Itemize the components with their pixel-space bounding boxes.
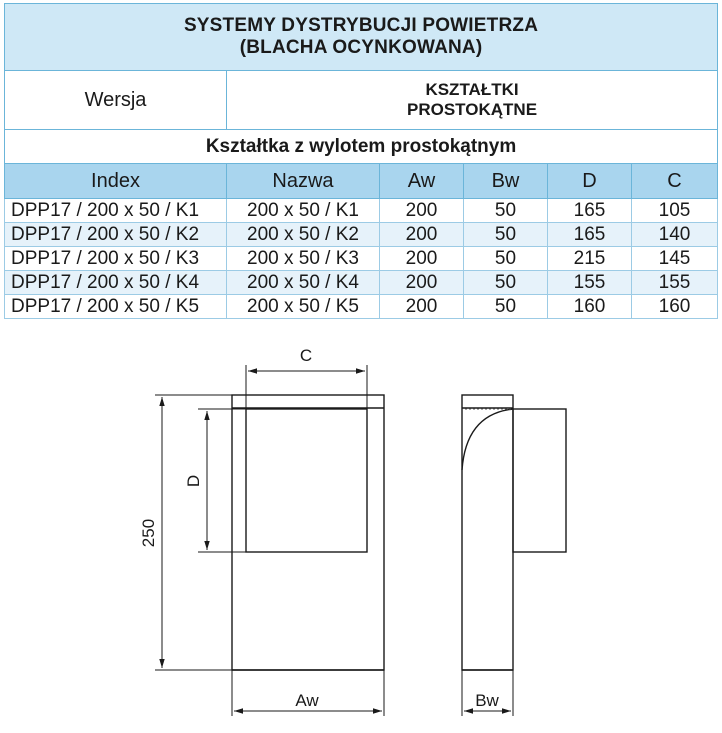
label-bw: Bw xyxy=(475,691,499,710)
cell-aw: 200 xyxy=(380,247,464,271)
label-c: C xyxy=(299,346,313,365)
section-title: Kształtka z wylotem prostokątnym xyxy=(5,130,718,164)
cell-name: 200 x 50 / K1 xyxy=(227,199,380,223)
table-title-line1: SYSTEMY DYSTRYBUCJI POWIETRZA xyxy=(183,15,539,36)
cell-bw: 50 xyxy=(464,199,548,223)
cell-name: 200 x 50 / K2 xyxy=(227,223,380,247)
cell-index: DPP17 / 200 x 50 / K2 xyxy=(5,223,227,247)
cell-c: 145 xyxy=(632,247,718,271)
outlet-side xyxy=(513,409,566,552)
cell-c: 155 xyxy=(632,271,718,295)
cell-aw: 200 xyxy=(380,199,464,223)
label-height: 250 xyxy=(139,518,158,548)
cell-bw: 50 xyxy=(464,295,548,319)
column-header-aw: Aw xyxy=(380,164,464,199)
cell-index: DPP17 / 200 x 50 / K1 xyxy=(5,199,227,223)
column-header-index: Index xyxy=(5,164,227,199)
dimension-height xyxy=(155,395,232,670)
label-aw: Aw xyxy=(295,691,319,710)
cell-d: 215 xyxy=(548,247,632,271)
cell-name: 200 x 50 / K4 xyxy=(227,271,380,295)
cell-d: 160 xyxy=(548,295,632,319)
cell-d: 165 xyxy=(548,223,632,247)
cell-name: 200 x 50 / K5 xyxy=(227,295,380,319)
cell-d: 165 xyxy=(548,199,632,223)
transition-curve xyxy=(462,409,513,470)
version-label: Wersja xyxy=(5,71,227,130)
column-header-c: C xyxy=(632,164,718,199)
cell-index: DPP17 / 200 x 50 / K3 xyxy=(5,247,227,271)
cell-bw: 50 xyxy=(464,247,548,271)
side-view xyxy=(462,395,566,670)
fitting-body-side xyxy=(462,395,513,670)
column-header-d: D xyxy=(548,164,632,199)
table-title-line2: (BLACHA OCYNKOWANA) xyxy=(239,37,483,58)
label-d: D xyxy=(184,474,203,488)
cell-aw: 200 xyxy=(380,271,464,295)
version-value-line2: PROSTOKĄTNE xyxy=(407,100,538,119)
dimension-d xyxy=(198,409,246,552)
cell-c: 105 xyxy=(632,199,718,223)
cell-c: 140 xyxy=(632,223,718,247)
front-view xyxy=(232,395,384,670)
cell-index: DPP17 / 200 x 50 / K4 xyxy=(5,271,227,295)
cell-c: 160 xyxy=(632,295,718,319)
column-header-bw: Bw xyxy=(464,164,548,199)
cell-bw: 50 xyxy=(464,223,548,247)
dimension-c xyxy=(246,365,367,409)
fitting-body-front xyxy=(232,395,384,670)
cell-index: DPP17 / 200 x 50 / K5 xyxy=(5,295,227,319)
cell-aw: 200 xyxy=(380,295,464,319)
cell-d: 155 xyxy=(548,271,632,295)
column-header-name: Nazwa xyxy=(227,164,380,199)
version-value-line1: KSZTAŁTKI xyxy=(425,80,519,99)
cell-bw: 50 xyxy=(464,271,548,295)
cell-name: 200 x 50 / K3 xyxy=(227,247,380,271)
rectangular-outlet xyxy=(246,409,367,552)
cell-aw: 200 xyxy=(380,223,464,247)
